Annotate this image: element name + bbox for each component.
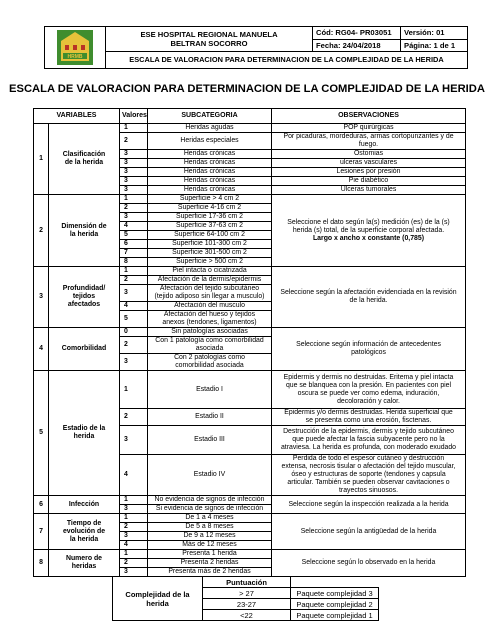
observation-cell: [272, 159, 466, 168]
subcategory-cell: [148, 133, 272, 150]
subcategory-cell: [148, 523, 272, 532]
observation-line: Ostomias: [353, 150, 384, 157]
subcategory-line: Superficie > 4 cm 2: [179, 195, 240, 202]
subcategory-cell: [148, 240, 272, 249]
observation-line: Pie diabético: [348, 177, 389, 184]
observation-line: que puede afectar la fascia subyacente pero no la: [292, 436, 445, 443]
variable-number: 6: [34, 496, 49, 514]
subcategory-line: Con 1 patología como comorbilidad: [155, 337, 264, 344]
observation-line: Lesiones por presión: [336, 168, 401, 175]
value-cell: 0: [120, 328, 148, 337]
variable-number: 2: [34, 195, 49, 267]
value-cell: 3: [120, 177, 148, 186]
hospital-name-line-1: ESE HOSPITAL REGIONAL MANUELA: [140, 30, 278, 39]
subcategory-line: Presenta más de 2 heridas: [168, 568, 251, 575]
subcategory-line: asociada: [195, 345, 224, 352]
value-cell: 3: [120, 568, 148, 577]
observation-line: ulceras vasculares: [339, 159, 398, 166]
subcategory-line: Si evidencia de signos de infección: [155, 505, 264, 512]
value-cell: 3: [120, 213, 148, 222]
variable-name: [49, 124, 120, 195]
observation-line: atraviesa. La herida es profunda, con moderado exudado: [280, 444, 457, 451]
subcategory-line: Más de 12 meses: [182, 541, 237, 548]
variable-name-line: de la herida: [64, 159, 104, 166]
variable-number: 4: [34, 328, 49, 371]
complexity-header-row: [113, 577, 379, 588]
subcategory-line: Superficie 17-36 cm 2: [175, 213, 244, 220]
subcategory-line: Heridas crónicas: [183, 186, 236, 193]
subcategory-line: Superficie 64-100 cm 2: [174, 231, 245, 238]
document-version: Versión: 01: [401, 27, 467, 40]
value-cell: 7: [120, 249, 148, 258]
empty-cell: [291, 577, 379, 588]
subcategory-line: Heridas especiales: [180, 137, 239, 144]
complexity-label-line: herida: [146, 598, 169, 608]
subcategory-line: (tejido adiposo sin llegar a musculo): [154, 293, 265, 300]
value-cell: 3: [120, 354, 148, 371]
variable-name-line: Infección: [68, 500, 100, 508]
logo-text: HRMB: [67, 54, 83, 60]
observation-cell: [272, 124, 466, 133]
value-cell: 4: [120, 302, 148, 311]
observation-formula: Largo x ancho x constante (0,785): [312, 234, 425, 242]
variable-name-line: afectados: [67, 301, 101, 308]
observation-cell: [272, 496, 466, 514]
score-range: > 27: [203, 588, 291, 599]
subcategory-line: Presenta 2 heridas: [180, 559, 239, 566]
subcategory-cell: [148, 195, 272, 204]
variable-name: [49, 371, 120, 496]
document-subtitle: ESCALA DE VALORACION PARA DETERMINACION DE LA COMPLEJIDAD DE LA HERIDA: [129, 55, 444, 64]
subcategory-line: Estadio I: [196, 385, 223, 393]
complexity-package: Paquete complejidad 1: [291, 610, 379, 621]
variable-name-line: Clasificación: [62, 151, 106, 158]
subcategory-line: No evidencia de signos de infección: [154, 496, 265, 503]
subcategory-cell: [148, 124, 272, 133]
observation-line: Seleccione según la inspección realizada a la herida: [288, 500, 449, 508]
subcategory-cell: [148, 371, 272, 409]
table-row: [34, 514, 466, 523]
value-cell: 1: [120, 496, 148, 505]
observation-cell: [272, 267, 466, 328]
subcategory-line: Presenta 1 herida: [182, 550, 237, 557]
subcategory-cell: [148, 258, 272, 267]
score-header: Puntuación: [203, 577, 291, 588]
observation-cell: [272, 177, 466, 186]
table-row: [34, 328, 466, 337]
value-cell: 6: [120, 240, 148, 249]
subcategory-cell: [148, 285, 272, 302]
variable-number: 3: [34, 267, 49, 328]
subcategory-cell: [148, 409, 272, 426]
subcategory-cell: [148, 150, 272, 159]
observation-line: Seleccione según la antigüedad de la herida: [300, 527, 437, 535]
value-cell: 2: [120, 337, 148, 354]
variable-name: [49, 496, 120, 514]
observation-line: decoloración y calor.: [337, 397, 400, 405]
subcategory-line: Heridas agudas: [185, 124, 234, 131]
observation-cell: [272, 150, 466, 159]
subcategory-cell: [148, 514, 272, 523]
subcategory-cell: [148, 505, 272, 514]
variable-name: [49, 514, 120, 550]
subcategory-line: Heridas crónicas: [183, 168, 236, 175]
variable-name-line: Comorbilidad: [61, 345, 107, 352]
variable-number: 7: [34, 514, 49, 550]
subcategory-line: De 5 a 8 meses: [185, 523, 234, 530]
document-code: Cód: RG04- PR03051: [313, 27, 401, 40]
observation-cell: [272, 328, 466, 371]
table-row: [34, 195, 466, 204]
variable-name: [49, 550, 120, 577]
observation-line: herida (s) total, de la superficie corporal afectada.: [292, 226, 445, 234]
observation-line: se presenta como una erosión, fisctenas.: [305, 417, 432, 424]
value-cell: 4: [120, 455, 148, 496]
value-cell: 4: [120, 222, 148, 231]
complexity-table-body: [113, 577, 379, 621]
subcategory-cell: [148, 337, 272, 354]
subcategory-line: Estadio III: [194, 436, 225, 443]
subcategory-line: Superficie 4-16 cm 2: [177, 204, 242, 211]
table-row: [34, 124, 466, 133]
subcategory-line: Heridas crónicas: [183, 177, 236, 184]
value-cell: 8: [120, 258, 148, 267]
subcategory-line: Piel intacta o cicatrizada: [172, 267, 247, 274]
observation-cell: [272, 550, 466, 577]
observation-line: Destrucción de la epidermis, dermis y tejido subcutáneo: [283, 428, 454, 435]
observation-line: articular. También se pueden observar cavitaciones o: [287, 479, 450, 486]
header-observations: OBSERVACIONES: [272, 109, 466, 124]
assessment-table: [33, 108, 466, 577]
subcategory-line: Estadio IV: [193, 471, 226, 478]
complexity-label: [113, 577, 203, 621]
value-cell: 1: [120, 267, 148, 276]
table-row: [34, 496, 466, 505]
complexity-package: Paquete complejidad 3: [291, 588, 379, 599]
observation-line: Epidermis y dermis no destruidas. Eritema y piel intacta: [283, 373, 454, 381]
value-cell: 4: [120, 541, 148, 550]
subcategory-cell: [148, 168, 272, 177]
subcategory-cell: [148, 541, 272, 550]
observation-cell: [272, 371, 466, 409]
subcategory-line: Estadio II: [195, 413, 224, 420]
value-cell: 2: [120, 276, 148, 285]
table-row: [34, 371, 466, 409]
observation-line: extensa, necrosis tisular o afectación del tejido muscular,: [281, 463, 456, 470]
hospital-name: [106, 27, 313, 52]
value-cell: 3: [120, 285, 148, 302]
header-values: Valores: [120, 109, 148, 124]
observation-cell: [272, 133, 466, 150]
hospital-name-line-2: BELTRAN SOCORRO: [170, 39, 248, 48]
variable-name: [49, 328, 120, 371]
table-row: [34, 267, 466, 276]
subcategory-line: Sin patologías asociadas: [171, 328, 248, 335]
variable-name-line: la herida: [69, 535, 99, 543]
value-cell: 2: [120, 204, 148, 213]
value-cell: 2: [120, 409, 148, 426]
subcategory-line: Superficie 101-300 cm 2: [172, 240, 247, 247]
subcategory-cell: [148, 302, 272, 311]
value-cell: 5: [120, 311, 148, 328]
value-cell: 3: [120, 505, 148, 514]
observation-line: POP quirúrgicas: [343, 124, 394, 131]
observation-cell: [272, 455, 466, 496]
document-header: [44, 26, 468, 69]
subcategory-line: Afectación del hueso y tejidos: [163, 311, 256, 318]
variable-name-line: Estadio de la: [62, 425, 106, 432]
observation-line: Ulceras tumorales: [340, 186, 397, 193]
subcategory-cell: [148, 276, 272, 285]
subcategory-line: Heridas crónicas: [183, 150, 236, 157]
subcategory-line: Superficie 37-63 cm 2: [175, 222, 244, 229]
complexity-package: Paquete complejidad 2: [291, 599, 379, 610]
variable-number: 8: [34, 550, 49, 577]
observation-cell: [272, 186, 466, 195]
subcategory-cell: [148, 354, 272, 371]
observation-line: Epidermis y/o dermis destruidas. Herida superficial que: [284, 409, 453, 416]
value-cell: 5: [120, 231, 148, 240]
variable-name: [49, 195, 120, 267]
subcategory-line: Afectación del tejido subcutáneo: [159, 285, 260, 292]
subcategory-line: Afectación del musculo: [174, 302, 245, 309]
observation-line: Seleccione según la afectación evidenciada en la revisión: [280, 289, 457, 296]
variable-name-line: Dimensión de: [61, 222, 107, 230]
variable-name: [49, 267, 120, 328]
subcategory-cell: [148, 159, 272, 168]
variable-name-line: heridas: [71, 563, 97, 570]
value-cell: 3: [120, 532, 148, 541]
observation-cell: [272, 409, 466, 426]
variable-name-line: evolución de: [62, 527, 106, 535]
observation-line: patológicos: [351, 349, 386, 356]
observation-line: Perdida de todo el espesor cutáneo y destrucción: [292, 455, 445, 462]
table-body: [34, 124, 466, 577]
subcategory-cell: [148, 532, 272, 541]
subcategory-cell: [148, 550, 272, 559]
value-cell: 3: [120, 150, 148, 159]
value-cell: 1: [120, 514, 148, 523]
subcategory-line: De 9 a 12 meses: [183, 532, 236, 539]
complexity-label-line: Complejidad de la: [125, 589, 190, 599]
observation-line: fuego.: [358, 141, 379, 148]
subcategory-cell: [148, 213, 272, 222]
variable-name-line: tejidos: [72, 293, 96, 300]
variable-name-line: Profundidad/: [62, 285, 106, 292]
subcategory-cell: [148, 249, 272, 258]
value-cell: 3: [120, 186, 148, 195]
complexity-table: [112, 576, 379, 621]
subcategory-line: De 1 a 4 meses: [185, 514, 234, 521]
subcategory-line: Superficie > 500 cm 2: [176, 258, 243, 265]
value-cell: 3: [120, 159, 148, 168]
observation-cell: [272, 168, 466, 177]
observation-line: Seleccione según información de antecedentes: [296, 341, 441, 348]
observation-line: de la herida.: [349, 297, 388, 304]
subcategory-cell: [148, 496, 272, 505]
subcategory-cell: [148, 328, 272, 337]
subcategory-cell: [148, 426, 272, 455]
value-cell: 3: [120, 168, 148, 177]
observation-line: óseo y estructuras de soporte (tendones y capsula: [291, 471, 446, 478]
variable-name-line: la herida: [69, 230, 99, 238]
hospital-logo: [45, 27, 106, 68]
variable-name-line: Numero de: [66, 555, 102, 562]
observation-line: trayectos sinuosos.: [339, 487, 398, 494]
observation-cell: [272, 426, 466, 455]
page-title: ESCALA DE VALORACION PARA DETERMINACION DE LA COMPLEJIDAD DE LA HERIDA: [9, 83, 485, 95]
score-range: 23-27: [203, 599, 291, 610]
subcategory-cell: [148, 311, 272, 328]
observation-cell: [272, 195, 466, 267]
observation-line: Seleccione el dato según la(s) medición (es) de la (s): [287, 218, 450, 226]
value-cell: 3: [120, 426, 148, 455]
subcategory-cell: [148, 455, 272, 496]
subcategory-line: Superficie 301-500 cm 2: [172, 249, 247, 256]
subcategory-cell: [148, 204, 272, 213]
subcategory-cell: [148, 186, 272, 195]
header-variables: VARIABLES: [34, 109, 120, 124]
value-cell: 1: [120, 550, 148, 559]
observation-line: oscura se puede ver como edema, induración,: [297, 389, 440, 397]
value-cell: 2: [120, 523, 148, 532]
observation-line: Por picaduras, mordeduras, armas cortopunzantes y de: [283, 133, 454, 140]
subcategory-line: Afectación de la dermis/epidermis: [157, 276, 262, 283]
score-range: <22: [203, 610, 291, 621]
value-cell: 2: [120, 559, 148, 568]
table-row: [34, 550, 466, 559]
subcategory-cell: [148, 177, 272, 186]
table-header-row: [34, 109, 466, 124]
variable-number: 1: [34, 124, 49, 195]
observation-line: que se blanquea con la presión. En pacientes con piel: [285, 381, 452, 389]
observation-line: Seleccione según lo observado en la herida: [301, 559, 436, 566]
subcategory-cell: [148, 559, 272, 568]
subcategory-line: anexos (tendones, ligamentos): [162, 319, 257, 326]
variable-name-line: herida: [73, 433, 95, 440]
value-cell: 2: [120, 133, 148, 150]
variable-number: 5: [34, 371, 49, 496]
value-cell: 1: [120, 124, 148, 133]
observation-cell: [272, 514, 466, 550]
value-cell: 1: [120, 371, 148, 409]
header-subcategory: SUBCATEGORIA: [148, 109, 272, 124]
page-number: Página: 1 de 1: [401, 40, 467, 52]
subcategory-line: Con 2 patologías como: [174, 354, 245, 361]
subcategory-cell: [148, 222, 272, 231]
subcategory-line: Heridas crónicas: [183, 159, 236, 166]
value-cell: 1: [120, 195, 148, 204]
subcategory-line: comorbilidad asociada: [175, 362, 244, 369]
subcategory-cell: [148, 267, 272, 276]
hospital-logo-icon: [45, 27, 105, 68]
variable-name-line: Tiempo de: [66, 519, 102, 527]
document-date: Fecha: 24/04/2018: [313, 40, 401, 52]
subcategory-cell: [148, 231, 272, 240]
